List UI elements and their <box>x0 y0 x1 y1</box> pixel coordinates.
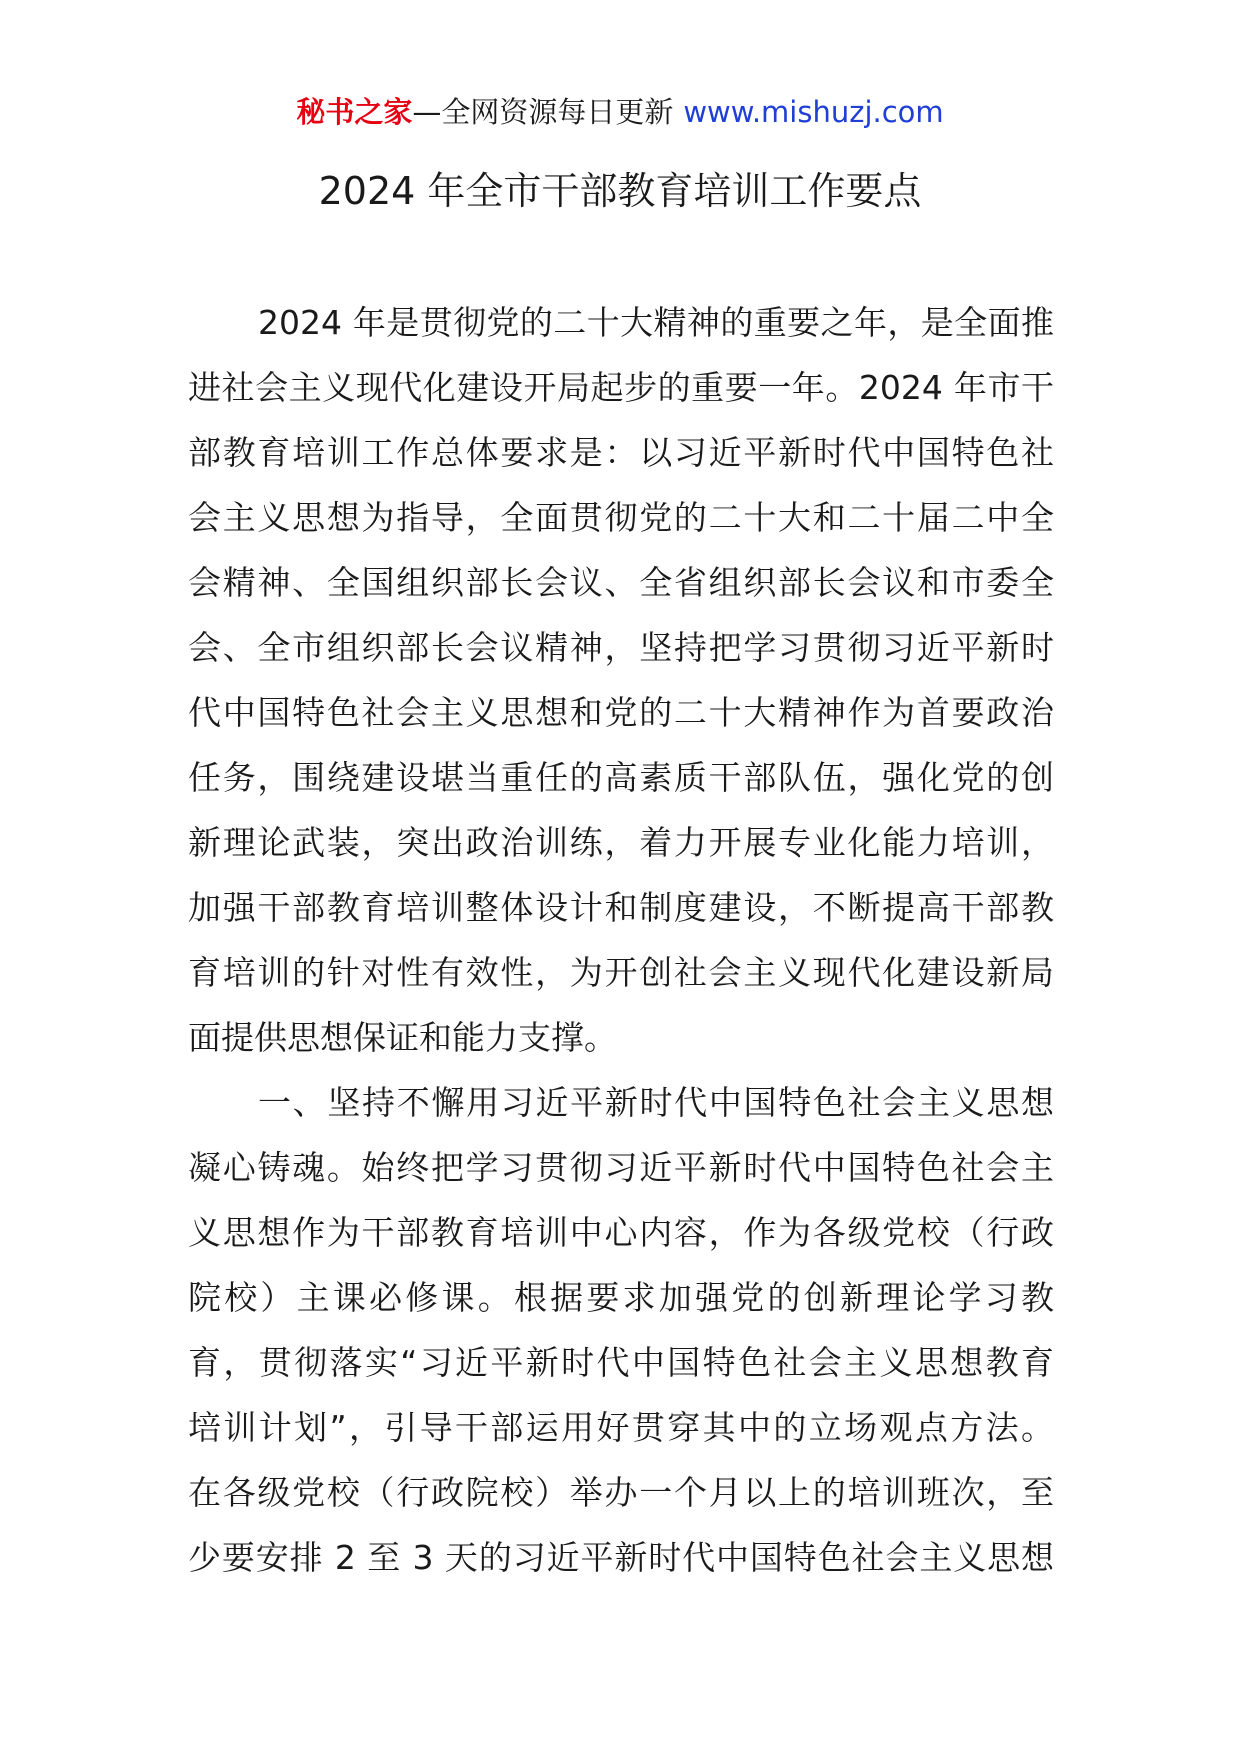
paragraph-line: 会、全市组织部长会议精神，坚持把学习贯彻习近平新时 <box>188 628 1054 667</box>
paragraph-line: 进社会主义现代化建设开局起步的重要一年。2024 年市干 <box>188 368 1054 407</box>
paragraph-line: 育，贯彻落实“习近平新时代中国特色社会主义思想教育 <box>188 1343 1054 1382</box>
site-banner <box>0 92 1240 132</box>
paragraph-line: 义思想作为干部教育培训中心内容，作为各级党校（行政 <box>188 1213 1054 1252</box>
paragraph-line: 少要安排 2 至 3 天的习近平新时代中国特色社会主义思想 <box>188 1538 1054 1577</box>
paragraph-line: 会主义思想为指导，全面贯彻党的二十大和二十届二中全 <box>188 498 1054 537</box>
paragraph-line: 部教育培训工作总体要求是：以习近平新时代中国特色社 <box>188 433 1054 472</box>
paragraph-line: 面提供思想保证和能力支撑。 <box>188 1018 617 1057</box>
paragraph-line: 2024 年是贯彻党的二十大精神的重要之年，是全面推 <box>258 303 1054 342</box>
paragraph-line: 任务，围绕建设堪当重任的高素质干部队伍，强化党的创 <box>188 758 1054 797</box>
document-title: 2024 年全市干部教育培训工作要点 <box>318 169 922 213</box>
site-url-link[interactable]: www.mishuzj.com <box>683 95 944 129</box>
paragraph-line: 会精神、全国组织部长会议、全省组织部长会议和市委全 <box>188 563 1054 602</box>
paragraph-line: 代中国特色社会主义思想和党的二十大精神作为首要政治 <box>188 693 1054 732</box>
paragraph-line: 培训计划”，引导干部运用好贯穿其中的立场观点方法。 <box>188 1408 1054 1447</box>
section-heading-line: 一、坚持不懈用习近平新时代中国特色社会主义思想 <box>258 1083 1054 1122</box>
paragraph-line: 凝心铸魂。始终把学习贯彻习近平新时代中国特色社会主 <box>188 1148 1054 1187</box>
paragraph-line: 院校）主课必修课。根据要求加强党的创新理论学习教 <box>188 1278 1054 1317</box>
paragraph-line: 育培训的针对性有效性，为开创社会主义现代化建设新局 <box>188 953 1054 992</box>
banner-tagline: —全网资源每日更新 <box>412 95 674 129</box>
paragraph-line: 在各级党校（行政院校）举办一个月以上的培训班次，至 <box>188 1473 1054 1512</box>
document-body <box>188 290 1054 1590</box>
brand-name: 秘书之家 <box>296 95 413 129</box>
paragraph-line: 新理论武装，突出政治训练，着力开展专业化能力培训， <box>188 823 1054 862</box>
paragraph-line: 加强干部教育培训整体设计和制度建设，不断提高干部教 <box>188 888 1054 927</box>
